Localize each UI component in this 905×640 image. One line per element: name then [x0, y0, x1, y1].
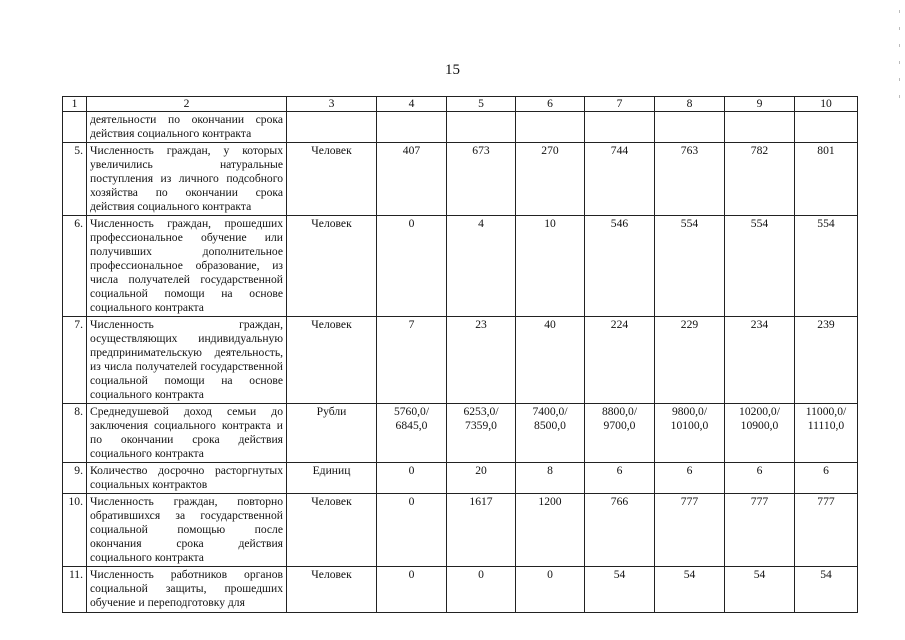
value-cell [795, 112, 858, 143]
unit-of-measure: Человек [287, 216, 377, 317]
value-cell: 0 [377, 494, 447, 567]
value-cell: 10 [516, 216, 585, 317]
value-cell [377, 112, 447, 143]
value-cell: 5760,0/ 6845,0 [377, 404, 447, 463]
value-cell: 763 [655, 143, 725, 216]
value-cell: 0 [377, 463, 447, 494]
value-cell: 777 [725, 494, 795, 567]
value-cell: 10200,0/ 10900,0 [725, 404, 795, 463]
column-number: 8 [655, 97, 725, 112]
column-number: 10 [795, 97, 858, 112]
unit-of-measure: Единиц [287, 463, 377, 494]
page-number: 15 [445, 62, 460, 78]
indicator-description: деятельности по окончании срока действия социального контракта [87, 112, 287, 143]
value-cell: 1200 [516, 494, 585, 567]
column-number: 7 [585, 97, 655, 112]
column-number: 5 [447, 97, 516, 112]
value-cell: 6 [725, 463, 795, 494]
value-cell: 40 [516, 317, 585, 404]
row-number: 9. [63, 463, 87, 494]
row-number: 10. [63, 494, 87, 567]
value-cell [585, 112, 655, 143]
value-cell [655, 112, 725, 143]
column-number: 4 [377, 97, 447, 112]
value-cell: 554 [725, 216, 795, 317]
value-cell: 766 [585, 494, 655, 567]
value-cell [447, 112, 516, 143]
value-cell: 20 [447, 463, 516, 494]
value-cell: 239 [795, 317, 858, 404]
value-cell: 0 [377, 567, 447, 613]
value-cell: 6253,0/ 7359,0 [447, 404, 516, 463]
value-cell: 546 [585, 216, 655, 317]
value-cell: 54 [725, 567, 795, 613]
value-cell: 777 [795, 494, 858, 567]
value-cell: 7 [377, 317, 447, 404]
unit-of-measure: Человек [287, 143, 377, 216]
indicator-description: Среднедушевой доход семьи до заключения социального контракта и по окончании срока действия социального контракта [87, 404, 287, 463]
column-number-row [63, 97, 858, 112]
value-cell: 224 [585, 317, 655, 404]
table-row [63, 216, 858, 317]
value-cell: 777 [655, 494, 725, 567]
value-cell: 234 [725, 317, 795, 404]
value-cell: 54 [655, 567, 725, 613]
row-number: 7. [63, 317, 87, 404]
row-number [63, 112, 87, 143]
column-number: 9 [725, 97, 795, 112]
row-number: 8. [63, 404, 87, 463]
value-cell: 8 [516, 463, 585, 494]
unit-of-measure [287, 112, 377, 143]
value-cell: 229 [655, 317, 725, 404]
indicator-description: Численность работников органов социальной защиты, прошедших обучение и переподготовку для [87, 567, 287, 613]
value-cell: 54 [585, 567, 655, 613]
value-cell [725, 112, 795, 143]
table-row [63, 463, 858, 494]
column-number: 1 [63, 97, 87, 112]
indicator-description: Численность граждан, повторно обратившихся за государственной социальной помощью после окончания срока действия социального контракта [87, 494, 287, 567]
column-number: 3 [287, 97, 377, 112]
value-cell: 6 [655, 463, 725, 494]
indicator-description: Количество досрочно расторгнутых социальных контрактов [87, 463, 287, 494]
value-cell: 1617 [447, 494, 516, 567]
value-cell: 54 [795, 567, 858, 613]
value-cell: 0 [516, 567, 585, 613]
value-cell: 673 [447, 143, 516, 216]
value-cell: 9800,0/ 10100,0 [655, 404, 725, 463]
unit-of-measure: Человек [287, 567, 377, 613]
row-number: 6. [63, 216, 87, 317]
value-cell: 0 [447, 567, 516, 613]
value-cell [516, 112, 585, 143]
unit-of-measure: Человек [287, 317, 377, 404]
value-cell: 270 [516, 143, 585, 216]
value-cell: 6 [585, 463, 655, 494]
column-number: 6 [516, 97, 585, 112]
table-row [63, 404, 858, 463]
unit-of-measure: Рубли [287, 404, 377, 463]
value-cell: 23 [447, 317, 516, 404]
table-row [63, 112, 858, 143]
value-cell: 6 [795, 463, 858, 494]
value-cell: 11000,0/ 11110,0 [795, 404, 858, 463]
table-row [63, 567, 858, 613]
column-number: 2 [87, 97, 287, 112]
value-cell: 744 [585, 143, 655, 216]
value-cell: 4 [447, 216, 516, 317]
value-cell: 801 [795, 143, 858, 216]
indicator-description: Численность граждан, у которых увеличились натуральные поступления из личного подсобного хозяйства по окончании срока действия социального контракта [87, 143, 287, 216]
indicators-table [62, 96, 858, 613]
value-cell: 8800,0/ 9700,0 [585, 404, 655, 463]
value-cell: 407 [377, 143, 447, 216]
row-number: 5. [63, 143, 87, 216]
unit-of-measure: Человек [287, 494, 377, 567]
table-row [63, 317, 858, 404]
table-row [63, 494, 858, 567]
row-number: 11. [63, 567, 87, 613]
table-row [63, 143, 858, 216]
value-cell: 554 [655, 216, 725, 317]
value-cell: 7400,0/ 8500,0 [516, 404, 585, 463]
indicator-description: Численность граждан, прошедших профессиональное обучение или получивших дополнительное профессиональное образование, из числа получателей государственной социальной помощи на основе социального контракта [87, 216, 287, 317]
value-cell: 0 [377, 216, 447, 317]
indicator-description: Численность граждан, осуществляющих индивидуальную предпринимательскую деятельность, из числа получателей государственной социальной помощи на основе социального контракта [87, 317, 287, 404]
scan-margin-marks [897, 10, 901, 112]
value-cell: 554 [795, 216, 858, 317]
value-cell: 782 [725, 143, 795, 216]
